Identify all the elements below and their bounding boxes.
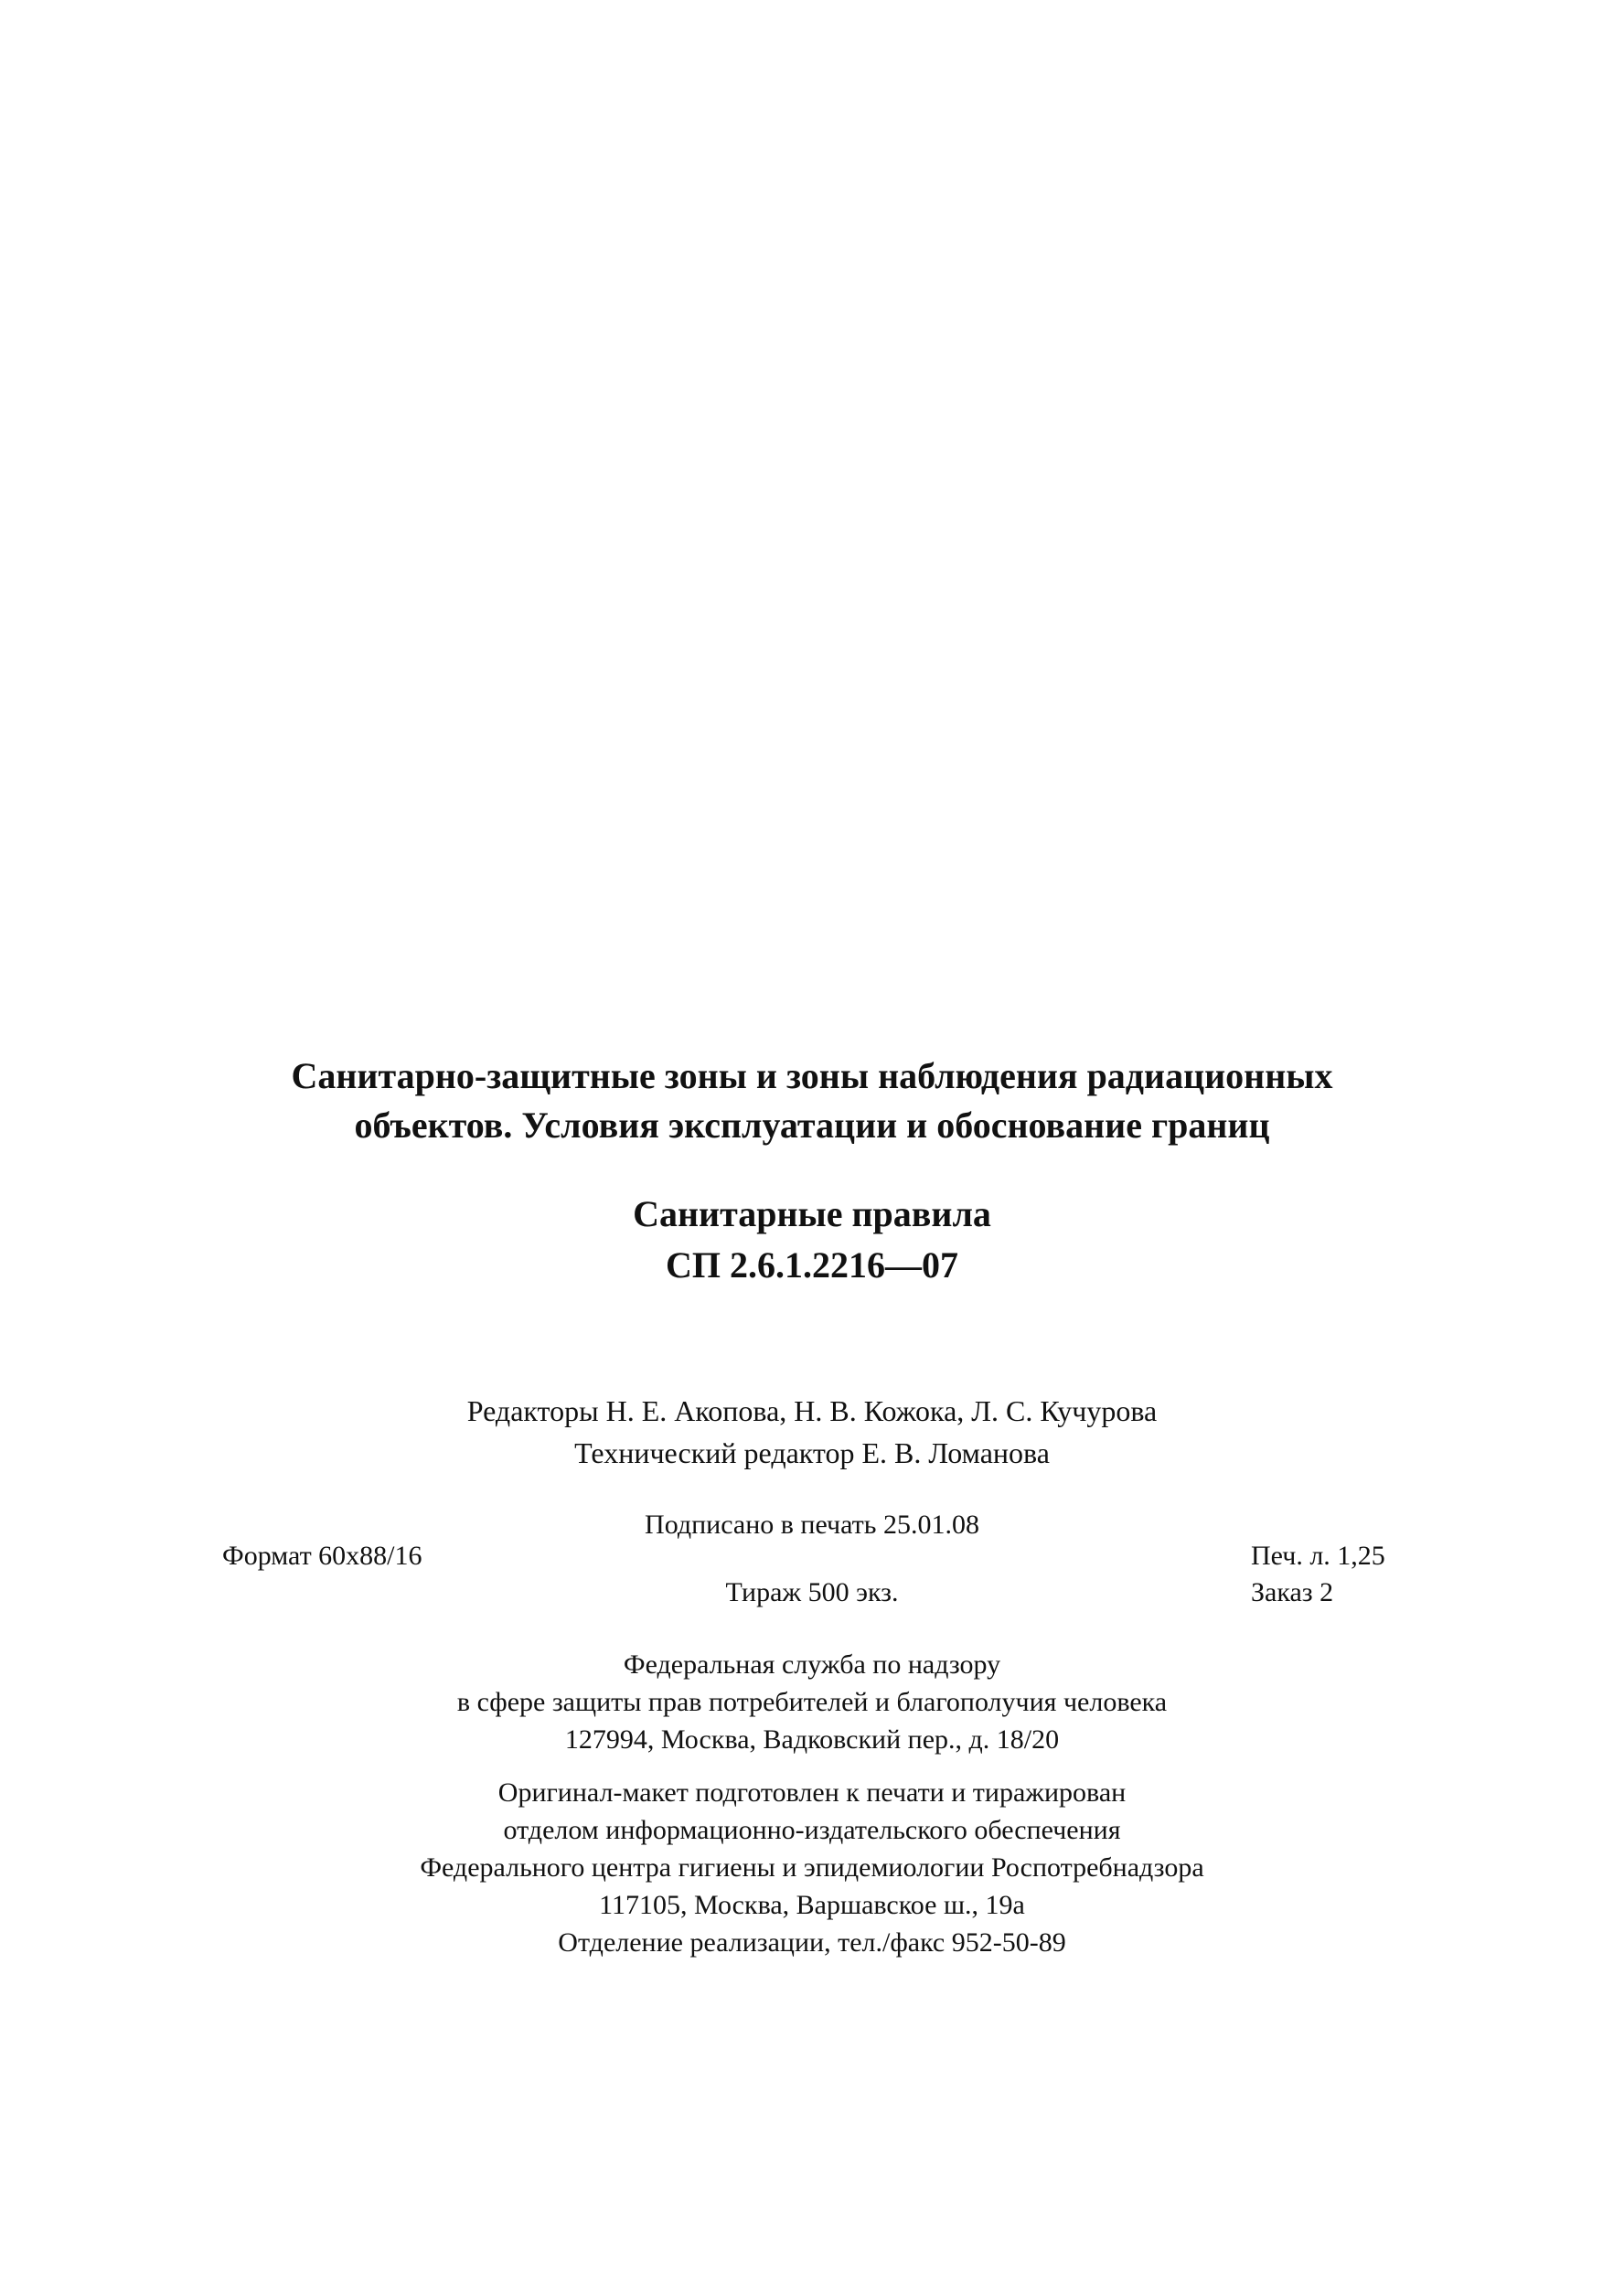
publisher-line-1: Федеральная служба по надзору — [623, 1649, 1001, 1680]
publisher — [0, 1646, 1624, 1758]
rules-code: СП 2.6.1.2216—07 — [666, 1244, 958, 1286]
publisher-line-2: в сфере защиты прав потребителей и благополучия человека — [456, 1687, 1168, 1717]
print-run: Тираж 500 экз. — [725, 1577, 899, 1607]
paper-format: Формат 60x88/16 — [222, 1541, 422, 1571]
order-number: Заказ 2 — [1251, 1577, 1334, 1607]
title-line-1: Санитарно-защитные зоны и зоны наблюдения радиационных — [291, 1055, 1333, 1096]
printer-address: 117105, Москва, Варшавское ш., 19а — [599, 1890, 1025, 1920]
editors — [0, 1390, 1624, 1474]
printed-sheets: Печ. л. 1,25 — [1251, 1541, 1385, 1571]
signed-to-print: Подписано в печать 25.01.08 — [645, 1510, 979, 1540]
printer-line-1: Оригинал-макет подготовлен к печати и тиражирован — [497, 1777, 1127, 1808]
printer-info — [0, 1774, 1624, 1961]
title-line-2: объектов. Условия эксплуатации и обоснование границ — [354, 1105, 1270, 1146]
rules-heading — [0, 1189, 1624, 1291]
rules-type: Санитарные правила — [633, 1193, 991, 1234]
sales-department: Отделение реализации, тел./факс 952-50-89 — [558, 1927, 1066, 1958]
printer-line-3: Федерального центра гигиены и эпидемиологии Роспотребнадзора — [420, 1852, 1204, 1883]
publisher-address: 127994, Москва, Вадковский пер., д. 18/20 — [564, 1724, 1060, 1755]
technical-editor: Технический редактор Е. В. Ломанова — [574, 1436, 1050, 1469]
document-title — [0, 1051, 1624, 1150]
editors-line-1: Редакторы Н. Е. Акопова, Н. В. Кожока, Л. С. Кучурова — [466, 1394, 1158, 1427]
printer-line-2: отделом информационно-издательского обеспечения — [503, 1815, 1121, 1845]
